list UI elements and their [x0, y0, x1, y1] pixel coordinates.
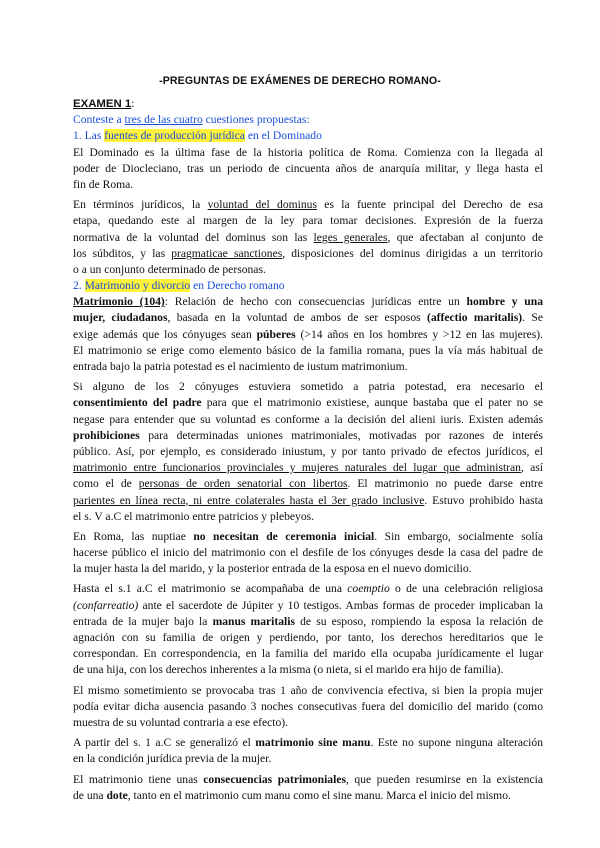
page-title: -PREGUNTAS DE EXÁMENES DE DERECHO ROMANO- [159, 75, 441, 87]
question-2-heading: 2. Matrimonio y divorcio en Derecho romano [73, 279, 285, 293]
paragraph-sine-manu: A partir del s. 1 a.C se generalizó el matrimonio sine manu. Este no supone ninguna alteración en la condición jurídica previa de la mujer. [73, 736, 543, 766]
exam-heading: EXAMEN 1: [73, 97, 135, 110]
paragraph-dote: El matrimonio tiene unas consecuencias patrimoniales, que pueden resumirse en la existencia de una dote, tanto en el matrimonio cum manu como el sine manu. Marca el inicio del mismo. [73, 772, 543, 802]
document-body [73, 96, 543, 804]
question-1-heading: 1. Las fuentes de producción jurídica en el Dominado [73, 129, 322, 143]
paragraph-manus: Hasta el s.1 a.C el matrimonio se acompañaba de una coemptio o de una celebración religiosa (confarreatio) ante el sacerdote de Júpiter y 10 testigos. Ambas formas de proceder implicaban la entrada de la mujer bajo la manus maritalis de su esposo, rompiendo la esposa la relación de agnación con su familia de origen y perdiendo, por tanto, los derechos hereditarios que le correspondan. En correspondencia, en la familia del marido ella ocupaba jurídicamente el lugar de una hija, con los derechos inherentes a la misma (o nieta, si el marido era hijo de familia). [73, 582, 544, 677]
paragraph-matrimonio: Matrimonio (104): Relación de hecho con consecuencias jurídicas entre un hombre y una mujer, ciudadanos, basada en la voluntad de ambos de ser esposos (affectio maritalis). Se exige además que los cónyuges sean púberes (>14 años en los hombres y >12 en las mujeres). El matrimonio se erige como elemento básico de la familia romana, pues la vía más habitual de entrada bajo la patria potestad es el nacimiento de iustum matrimonium. [73, 295, 544, 373]
paragraph-voluntad-dominus: En términos jurídicos, la voluntad del dominus es la fuente principal del Derecho de esa etapa, quedando este al margen de la ley para tomar decisiones. Expresión de la fuerza normativa de la voluntad del dominus son las leges generales, que afectaban al conjunto de los súbditos, y las pragmaticae sanctiones, disposiciones del dominus dirigidas a un territorio o a un conjunto determinado de personas. [73, 198, 543, 276]
paragraph-dominado: El Dominado es la última fase de la historia política de Roma. Comienza con la llegada al poder de Diocleciano, tras un periodo de cincuenta años de anarquía militar, y llega hasta el fin de Roma. [73, 145, 543, 191]
exam-instructions: Conteste a tres de las cuatro cuestiones propuestas: [73, 113, 310, 127]
paragraph-sometimiento: El mismo sometimiento se provocaba tras 1 año de convivencia efectiva, si bien la propia mujer podía evitar dicha ausencia pasando 3 noches consecutivas fuera del domicilio del marido (como muestra de su voluntad contraria a ese efecto). [73, 683, 543, 729]
paragraph-patria-potestad: Si alguno de los 2 cónyuges estuviera sometido a patria potestad, era necesario el consentimiento del padre para que el matrimonio existiese, aunque bastaba que el pater no se negase para entender que su voluntad es conforme a la decisión del alieni iuris. Existen además prohibiciones para determinadas uniones matrimoniales, motivadas por razones de interés público. Así, por ejemplo, es considerado iniustum, y por tanto privado de efectos jurídicos, el matrimonio entre funcionarios provinciales y mujeres naturales del lugar que administran, así como el de personas de orden senatorial con libertos. El matrimonio no puede darse entre parientes en línea recta, ni entre colaterales hasta el 3er grado inclusive. Estuvo prohibido hasta el s. V a.C el matrimonio entre patricios y plebeyos. [73, 380, 543, 523]
paragraph-nuptiae: En Roma, las nuptiae no necesitan de ceremonia inicial. Sin embargo, socialmente solía hacerse público el inicio del matrimonio con el desfile de los cónyuges desde la casa del padre de la mujer hasta la del marido, y la posterior entrada de la esposa en el nuevo domicilio. [73, 529, 543, 576]
